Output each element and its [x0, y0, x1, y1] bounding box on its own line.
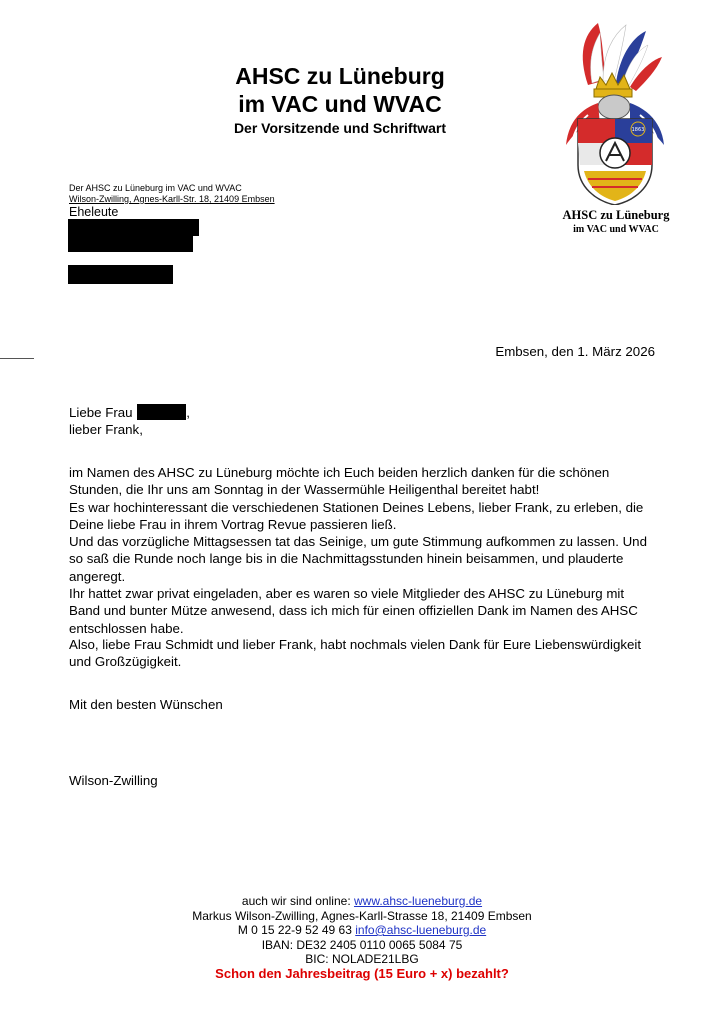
sender-line2: Wilson-Zwilling, Agnes-Karll-Str. 18, 21409 Embsen: [69, 194, 275, 204]
letterhead-subtitle: Der Vorsitzende und Schriftwart: [233, 120, 447, 136]
redacted-city-bar: [68, 265, 173, 284]
website-link[interactable]: www.ahsc-lueneburg.de: [353, 894, 483, 908]
crest-ribbon-text: 1863: [631, 127, 645, 133]
footer-online-line: [0, 894, 724, 909]
redacted-surname-bar: [137, 404, 186, 420]
date-line: Embsen, den 1. März 2026: [495, 344, 655, 359]
greeting-prefix: Liebe Frau: [69, 405, 133, 420]
greeting-comma: ,: [186, 405, 190, 420]
footer-online-prefix: auch wir sind online:: [241, 894, 354, 908]
sender-block: [69, 183, 275, 205]
closing-line: Mit den besten Wünschen: [69, 697, 223, 712]
crest: [548, 15, 684, 240]
sender-line1: Der AHSC zu Lüneburg im VAC und WVAC: [69, 183, 242, 193]
signature-name: Wilson-Zwilling: [69, 773, 158, 788]
greeting: [69, 404, 190, 439]
footer-contact-line: [0, 923, 724, 938]
letterhead-title-line2: im VAC und WVAC: [238, 91, 442, 117]
footer-bic: BIC: NOLADE21LBG: [305, 952, 419, 966]
footer-iban: IBAN: DE32 2405 0110 0065 5084 75: [261, 937, 463, 952]
greeting-line2: lieber Frank,: [69, 422, 143, 438]
footer-reminder: Schon den Jahresbeitrag (15 Euro + x) bezahlt?: [215, 965, 509, 981]
crest-caption-line2: im VAC und WVAC: [573, 224, 659, 235]
footer: [0, 894, 724, 981]
fold-mark: [0, 358, 34, 359]
body-paragraph-2: Also, liebe Frau Schmidt und lieber Frank, habt nochmals vielen Dank für Eure Liebenswürdigkeit und Großzügigkeit.: [69, 637, 642, 670]
footer-address: Markus Wilson-Zwilling, Agnes-Karll-Strasse 18, 21409 Embsen: [192, 908, 532, 923]
coat-of-arms-icon: [548, 15, 684, 205]
recipient-salutation: Eheleute: [69, 205, 119, 219]
redacted-street-bar: [68, 236, 193, 252]
body-paragraph-1: im Namen des AHSC zu Lüneburg möchte ich Euch beiden herzlich danken für die schönen Stunden, die Ihr uns am Sonntag in der Wassermühle Heiligenthal bereitet habt! Es war hochinteressant die verschiedenen Stationen Deines Lebens, lieber Frank, zu erleben, die Deine liebe Frau in ihrem Vortrag Revue passieren ließ. Und das vorzügliche Mittagsessen tat das Seinige, um gute Stimmung aufkommen zu lassen. Und so saß die Runde noch lange bis in die Nachmittagsstunden hinein beisammen, und plauderte angeregt. Ihr hattet zwar privat eingeladen, aber es waren so viele Mitglieder des AHSC zu Lüneburg mit Band und bunter Mütze anwesend, dass ich mich für einen offiziellen Dank im Namen des AHSC entschlossen habe.: [69, 465, 647, 636]
crest-caption-line1: AHSC zu Lüneburg: [562, 208, 670, 222]
redacted-name-bar: [68, 219, 199, 236]
greeting-line1: [69, 404, 190, 421]
footer-phone: M 0 15 22-9 52 49 63: [237, 923, 356, 937]
letterhead-title-line1: AHSC zu Lüneburg: [235, 63, 445, 89]
letterhead: [190, 62, 490, 137]
email-link[interactable]: info@ahsc-lueneburg.de: [355, 923, 487, 937]
